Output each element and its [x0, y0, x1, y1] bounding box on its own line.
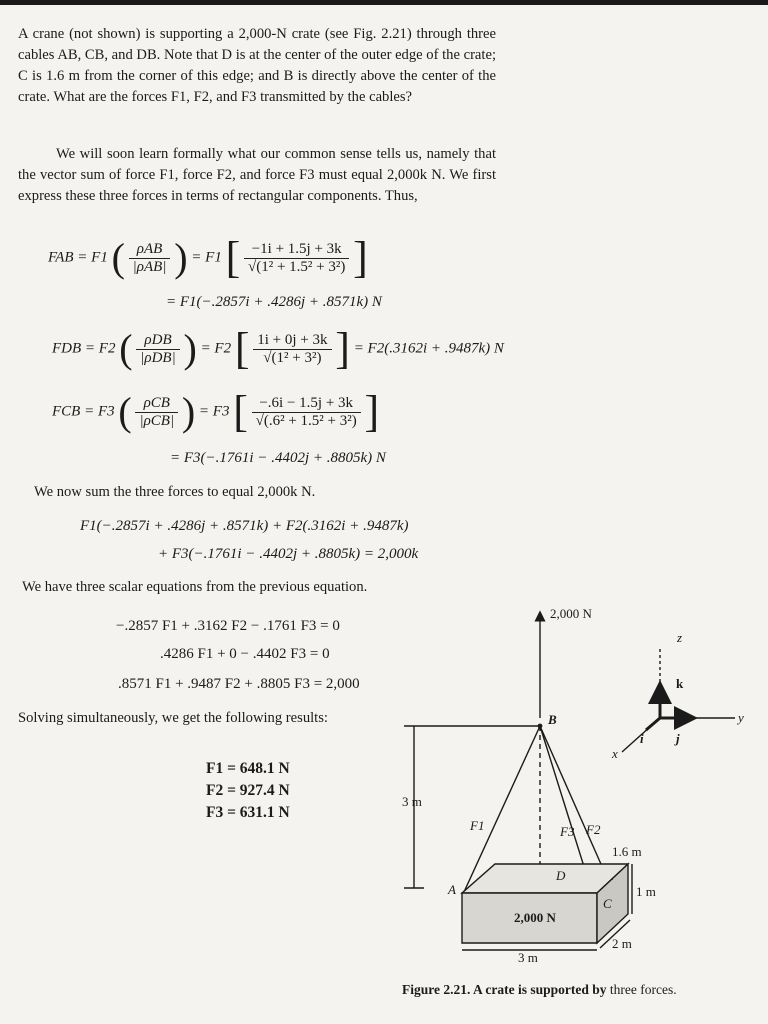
dim-1m-label: 1 m [636, 884, 656, 899]
dim-3m-label: 3 m [518, 950, 538, 965]
equation-fdb: FDB = F2 ( $\frac{\text{ρDB}}{\text{|ρDB|}}$ ) = F2 [ $\frac{1i + 0j + 3k}{\text{√(1² + 3²)}}$ ] = F2(.3162i + .9487k) N [52, 324, 504, 373]
fab-lhs: FAB = F1 [48, 249, 108, 266]
figure-caption: Figure 2.21. A crate is supported by three forces. [402, 982, 677, 997]
fcb-lhs: FCB = F3 [52, 403, 115, 420]
axis-z-label: z [677, 630, 683, 645]
point-a-label: A [448, 882, 456, 897]
fcb-result: = F3(−.1761i − .4402j + .8805k) N [170, 450, 386, 466]
result-f3: F3 = 631.1 N [206, 804, 290, 821]
height-label: 3 m [402, 794, 422, 809]
axis-i-label: i [640, 731, 644, 746]
equation-fcb: FCB = F3 ( $\frac{\text{ρCB}}{\text{|ρCB|}}$ ) = F3 [ $\frac{-.6i - 1.5j + 3k}{\text{√(.6² + 1.5² + 3²)}}$ ] [52, 387, 380, 436]
point-d-label: D [556, 868, 566, 883]
axis-x-label: x [612, 746, 618, 761]
solving-text: Solving simultaneously, we get the following results: [18, 710, 328, 726]
dim-2m-label: 2 m [612, 936, 632, 951]
scalar-equation-2: .4286 F1 + 0 − .4402 F3 = 0 [160, 646, 330, 662]
scalar-equation-3: .8571 F1 + .9487 F2 + .8805 F3 = 2,000 [118, 676, 360, 692]
cable-cb [540, 726, 586, 873]
result-f1: F1 = 648.1 N [206, 760, 290, 777]
point-c-label: C [603, 896, 612, 911]
fdb-result: = F2(.3162i + .9487k) N [353, 340, 504, 357]
fdb-vector-fraction: $\frac{1i + 0j + 3k}{\text{√(1² + 3²)}}$ [253, 332, 331, 367]
axis-y-label: y [738, 710, 744, 725]
point-b-dot [538, 724, 543, 729]
f1-label: F1 [470, 818, 485, 833]
fab-unit-fraction: $\frac{\text{ρAB}}{\text{|ρAB|}}$ [129, 241, 171, 276]
scalar-equation-1: −.2857 F1 + .3162 F2 − .1761 F3 = 0 [116, 618, 340, 634]
dim-16-label: 1.6 m [612, 844, 642, 859]
crate-weight-label: 2,000 N [514, 910, 556, 925]
axis-k-label: k [676, 676, 684, 691]
fab-result: = F1(−.2857i + .4286j + .8571k) N [166, 294, 382, 310]
scalar-intro-text: We have three scalar equations from the previous equation. [22, 579, 368, 595]
sum-line-1: F1(−.2857i + .4286j + .8571k) + F2(.3162i + .9487k) [80, 518, 409, 534]
explanation-paragraph: We will soon learn formally what our common sense tells us, namely that the vector sum of force F1, force F2, and force F3 must equal 2,000k N. We first express these three forces in terms of rectangular components. Thus, [18, 146, 496, 204]
f2-label: F2 [586, 822, 601, 837]
cable-db [540, 726, 608, 880]
f3-label: F3 [560, 824, 575, 839]
point-b-label: B [548, 712, 557, 727]
problem-paragraph: A crane (not shown) is supporting a 2,000-N crate (see Fig. 2.21) through three cables AB, CB, and DB. Note that D is at the center of the outer edge of the crate; C is 1.6 m from the corner of this edge; and B is directly above the center of the crate. What are the forces F1, F2, and F3 transmitted by the cables? [18, 26, 496, 105]
fdb-unit-fraction: $\frac{\text{ρDB}}{\text{|ρDB|}}$ [136, 332, 179, 367]
fcb-vector-fraction: $\frac{-.6i - 1.5j + 3k}{\text{√(.6² + 1.5² + 3²)}}$ [252, 395, 361, 430]
sum-line-2: + F3(−.1761i − .4402j + .8805k) = 2,000k [158, 546, 419, 562]
fdb-lhs: FDB = F2 [52, 340, 116, 357]
fab-vector-fraction: $\frac{-1i + 1.5j + 3k}{\text{√(1² + 1.5² + 3²)}}$ [244, 241, 349, 276]
equation-fab: FAB = F1 ( $\frac{\text{ρAB}}{\text{|ρAB|}}$ ) = F1 [ $\frac{-1i + 1.5j + 3k}{\text{√(1² + 1.5² + 3²)}}$ ] [48, 233, 368, 282]
result-f2: F2 = 927.4 N [206, 782, 290, 799]
fcb-unit-fraction: $\frac{\text{ρCB}}{\text{|ρCB|}}$ [135, 395, 178, 430]
unit-i-arrow [646, 718, 660, 730]
load-label: 2,000 N [550, 606, 592, 621]
sum-intro-text: We now sum the three forces to equal 2,000k N. [34, 484, 316, 500]
axis-j-label: j [676, 731, 680, 746]
